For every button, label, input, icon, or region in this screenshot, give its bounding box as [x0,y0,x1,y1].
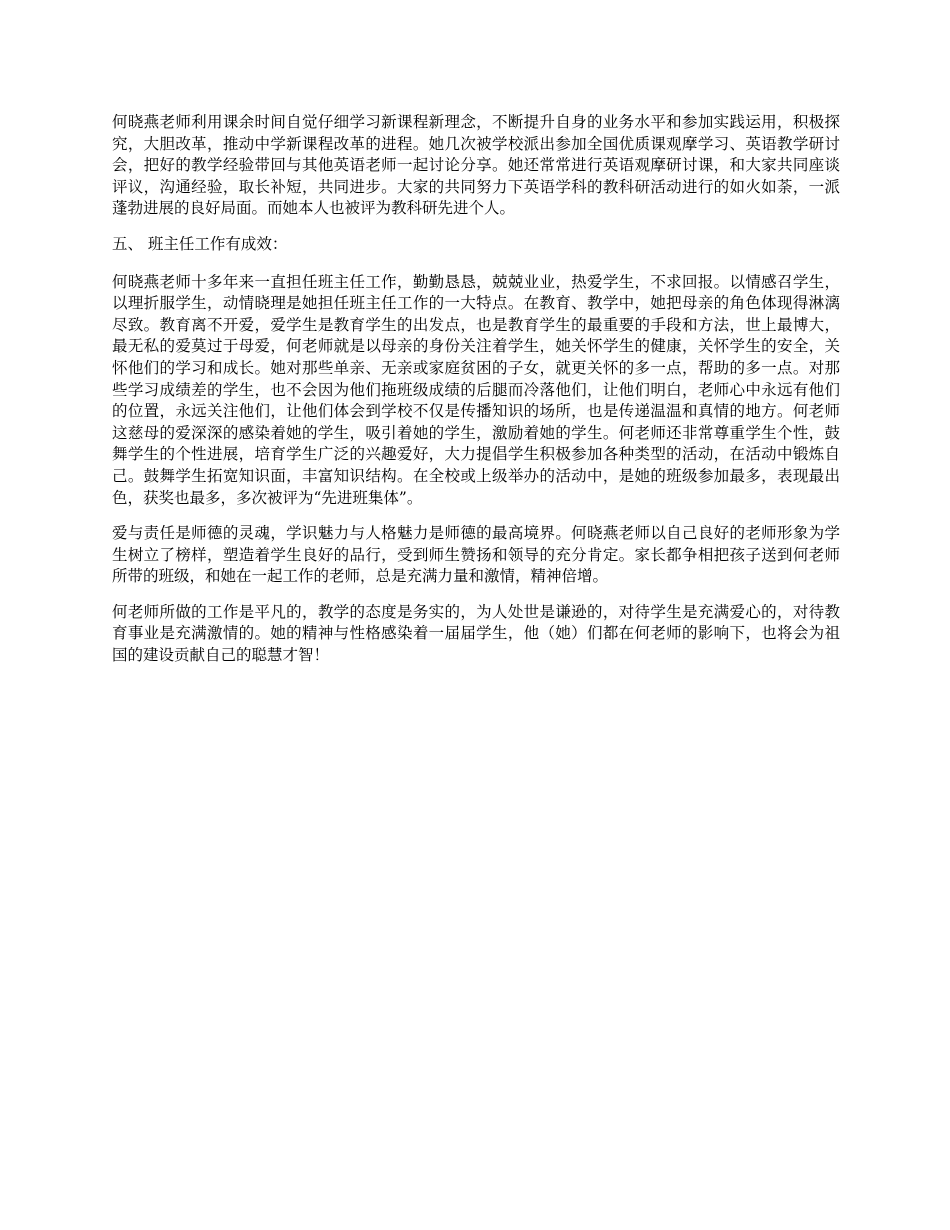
paragraph-teaching-research: 何晓燕老师利用课余时间自觉仔细学习新课程新理念，不断提升自身的业务水平和参加实践运用，积极探究，大胆改革，推动中学新课程改革的进程。她几次被学校派出参加全国优质课观摩学习、英语教学研讨会，把好的教学经验带回与其他英语老师一起讨论分享。她还常常进行英语观摩研讨课，和大家共同座谈评议，沟通经验，取长补短，共同进步。大家的共同努力下英语学科的教科研活动进行的如火如荼，一派蓬勃进展的良好局面。而她本人也被评为教科研先进个人。 [112,113,840,218]
paragraph-class-teacher-work: 何晓燕老师十多年来一直担任班主任工作，勤勤恳恳，兢兢业业，热爱学生，不求回报。以情感召学生，以理折服学生，动情晓理是她担任班主任工作的一大特点。在教育、教学中，她把母亲的角色体现得淋漓尽致。教育离不开爱，爱学生是教育学生的出发点，也是教育学生的最重要的手段和方法，世上最博大，最无私的爱莫过于母爱，何老师就是以母亲的身份关注着学生，她关怀学生的健康，关怀学生的安全，关怀他们的学习和成长。她对那些单亲、无亲或家庭贫困的子女，就更关怀的多一点，帮助的多一点。对那些学习成绩差的学生，也不会因为他们拖班级成绩的后腿而冷落他们，让他们明白，老师心中永远有他们的位置，永远关注他们，让他们体会到学校不仅是传播知识的场所，也是传递温温和真情的地方。何老师这慈母的爱深深的感染着她的学生，吸引着她的学生，激励着她的学生。何老师还非常尊重学生个性，鼓舞学生的个性进展，培育学生广泛的兴趣爱好，大力提倡学生积极参加各种类型的活动，在活动中锻炼自己。鼓舞学生拓宽知识面，丰富知识结构。在全校或上级举办的活动中，是她的班级参加最多，表现最出色，获奖也最多，多次被评为“先进班集体”。 [112,272,840,507]
document-body [112,112,840,681]
section-heading-class-teacher: 五、 班主任工作有成效： [112,234,288,253]
paragraph-teacher-ethics: 爱与责任是师德的灵魂，学识魅力与人格魅力是师德的最高境界。何晓燕老师以自己良好的老师形象为学生树立了榜样，塑造着学生良好的品行，受到师生赞扬和领导的充分肯定。家长都争相把孩子送到何老师所带的班级，和她在一起工作的老师，总是充满力量和激情，精神倍增。 [112,524,840,586]
paragraph-conclusion: 何老师所做的工作是平凡的，教学的态度是务实的，为人处世是谦逊的，对待学生是充满爱心的，对待教育事业是充满激情的。她的精神与性格感染着一届届学生，他（她）们都在何老师的影响下，也将会为祖国的建设贡献自己的聪慧才智！ [112,602,840,665]
